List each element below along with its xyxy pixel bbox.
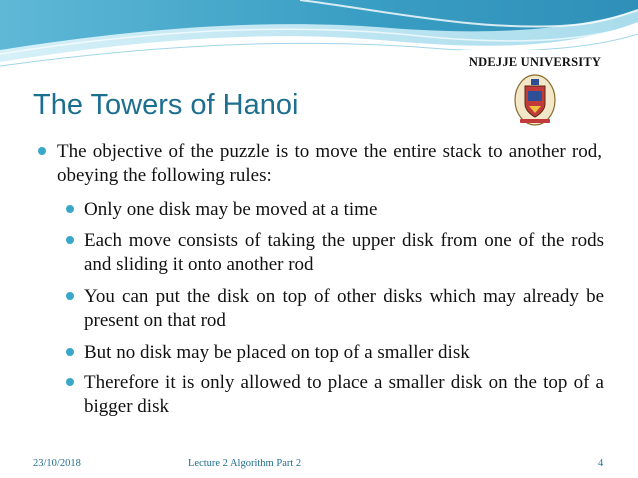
main-point: The objective of the puzzle is to move the entire stack to another rod, obeying the following rules: xyxy=(57,141,602,186)
footer-lecture: Lecture 2 Algorithm Part 2 xyxy=(188,458,302,469)
rule-item: Only one disk may be moved at a time xyxy=(84,199,378,220)
bullet-icon xyxy=(66,205,74,213)
bullet-icon xyxy=(66,292,74,300)
crest-icon xyxy=(514,72,556,126)
university-name: NDEJJE UNIVERSITY xyxy=(468,55,602,69)
university-logo xyxy=(461,50,609,128)
page-number: 4 xyxy=(598,458,604,469)
footer-date: 23/10/2018 xyxy=(33,458,81,469)
bullet-icon xyxy=(38,147,46,155)
bullet-icon xyxy=(66,348,74,356)
bullet-icon xyxy=(66,236,74,244)
rule-item: You can put the disk on top of other disks which may already be present on that rod xyxy=(84,286,604,331)
slide-title: The Towers of Hanoi xyxy=(33,89,299,121)
rule-item: Each move consists of taking the upper disk from one of the rods and sliding it onto another rod xyxy=(84,230,604,275)
rule-item: Therefore it is only allowed to place a smaller disk on the top of a bigger disk xyxy=(84,372,604,417)
bullet-icon xyxy=(66,378,74,386)
rule-item: But no disk may be placed on top of a smaller disk xyxy=(84,342,470,363)
